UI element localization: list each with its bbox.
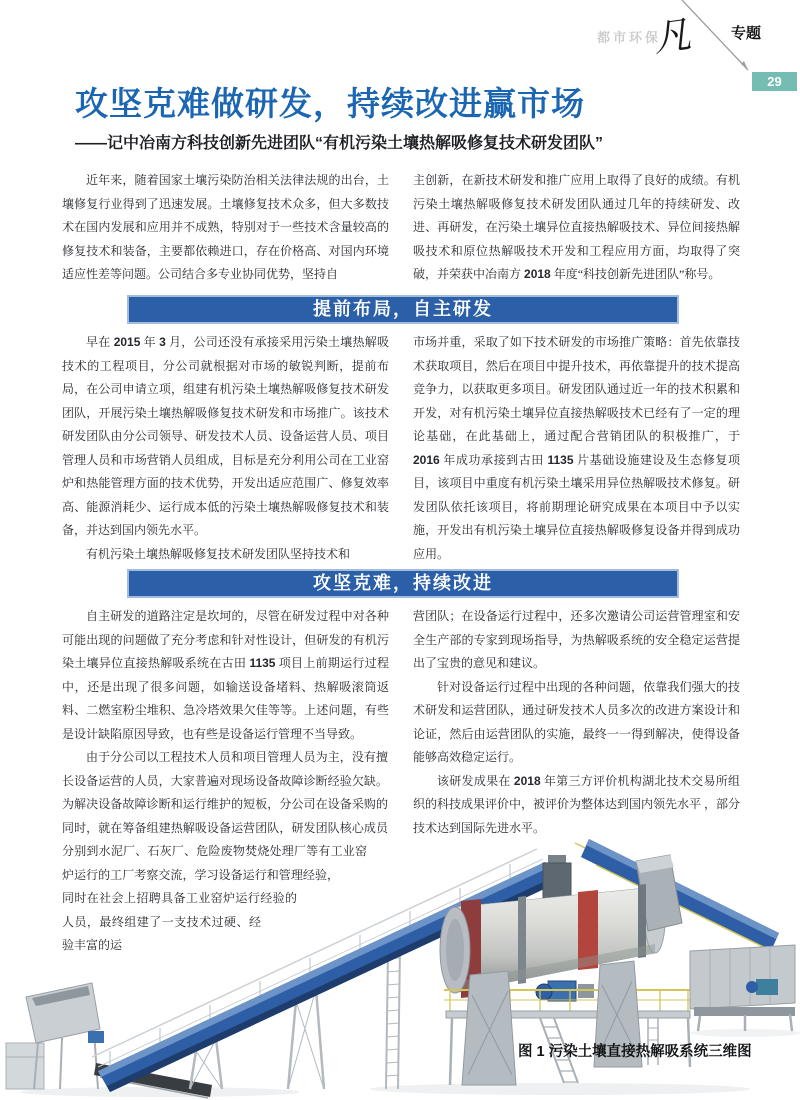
paragraph: 主创新，在新技术研发和推广应用上取得了良好的成绩。有机污染土壤热解吸修复技术研发团队通过几年的持续研发、改进、再研发，在污染土壤异位直接热解吸技术、异位间接热解吸技术和原位热解吸技术开发和工程应用方面，均取得了突破，并荣获中冶南方 2018 年度“科技创新先进团队”称号。 [413,173,740,281]
paragraph: 自主研发的道路注定是坎坷的，尽管在研发过程中对各种可能出现的问题做了充分考虑和针对性设计，但研发的有机污染土壤异位直接热解吸系统在古田 1135 项目上前期运行过程中，还是出现了很多问题，如输送设备堵料、热解吸滚筒返料、二燃室粉尘堆积、急冷塔效果欠佳等等。上述问题，有些是设计缺陷原因导致，也有些是设备运行管理不当导致。 [62,609,389,741]
section1-right-column [413,331,740,567]
brand-calligraphy-icon: 凡 [650,12,694,61]
intro-right-column [413,169,740,287]
article-title: 攻坚克难做研发，持续改进赢市场 [75,85,585,122]
paragraph: 营团队；在设备运行过程中，还多次邀请公司运营管理室和安全生产部的专家到现场指导，为热解吸系统的安全稳定运营提出了宝贵的意见和建议。 [413,609,740,670]
intro-columns [62,169,740,287]
brand-text: 都市环保 [597,30,662,45]
paragraph-wrapping-figure [62,746,389,958]
paragraph: 针对设备运行过程中出现的各种问题，依靠我们强大的技术研发和运营团队，通过研发技术人员多次的改进方案设计和论证，然后由运营团队的实施，最终一一得到解决，使得设备能够高效稳定运行。 [413,679,740,764]
paragraph-text: 由于分公司以工程技术人员和项目管理人员为主，没有擅长设备运营的人员，大家普遍对现场设备故障诊断经验欠缺。为解决设备故障诊断和运行维护的短板，分公司在设备采购的同时，就在筹备组建热解吸设备运营团队，研发团队核心成员分别到水泥厂、石灰厂、危险废物焚烧处理厂等有工业窑炉运行的工厂考察交流，学习设备运行和管理经验，同时在社会上招聘具备工业窑炉运行经验的人员，最终组建了一支技术过硬、经验丰富的运 [62,750,388,952]
intro-left-column [62,169,389,287]
paragraph: 该研发成果在 2018 年第三方评价机构湖北技术交易所组织的科技成果评价中，被评价为整体达到国内领先水平 ，部分技术达到国际先进水平。 [413,773,741,835]
section2-columns [62,605,740,981]
section-banner-1: 提前布局，自主研发 [127,295,679,324]
section1-columns [62,331,740,567]
section2-left-column [62,605,389,981]
figure-caption: 图 1 污染土壤直接热解吸系统三维图 [518,1044,752,1060]
section1-left-column [62,331,389,567]
article-subtitle: ——记中冶南方科技创新先进团队“有机污染土壤热解吸修复技术研发团队” [75,135,604,152]
paragraph: 市场并重，采取了如下技术研发的市场推广策略：首先依靠技术获取项目，然后在项目中提升技术，再依靠提升的技术提高竞争力，以获取更多项目。研发团队通过近一年的技术积累和开发，对有机污染土壤异位直接热解吸技术已经有了一定的理论基础，在此基础上，通过配合营销团队的积极推广，于 2016 年成功承接到古田 1135 片基础设施建设及生态修复项目，该项目中重度有机污染土壤采用异位热解吸技术修复。研发团队依托该项目，将前期理论研究成果在本项目中予以实施，开发出有机污染土壤异位直接热解吸修复设备并得到成功应用。 [413,335,740,561]
section2-right-column [413,605,740,981]
section-banner-2: 攻坚克难，持续改进 [127,569,679,598]
paragraph: 有机污染土壤热解吸修复技术研发团队坚持技术和 [86,546,351,561]
page-number-badge: 29 [752,72,797,91]
section-tag: 专题 [731,25,762,42]
paragraph: 早在 2015 年 3 月，公司还没有承接采用污染土壤热解吸技术的工程项目，分公司就根据对市场的敏锐判断，提前布局，在公司申请立项，组建有机污染土壤热解吸修复技术研发团队，开展污染土壤热解吸修复技术研发和市场推广。该技术研发团队由分公司领导、研发技术人员、设备运营人员、项目管理人员和市场营销人员组成，目标是充分利用公司在工业窑炉和热能管理方面的技术优势，开发出适应范围广、修复效率高、能源消耗少、运行成本低的污染土壤热解吸修复技术和装备，并达到国内领先水平。 [62,335,389,537]
article-content [0,84,800,981]
paragraph: 近年来，随着国家土壤污染防治相关法律法规的出台，土壤修复行业得到了迅速发展。土壤修复技术众多，但大多数技术在国内发展和应用并不成熟，特别对于一些技术含量较高的修复技术和装备，主要都依赖进口，存在价格高、对国内环境适应性差等问题。公司结合多专业协同优势，坚持自 [62,173,389,281]
